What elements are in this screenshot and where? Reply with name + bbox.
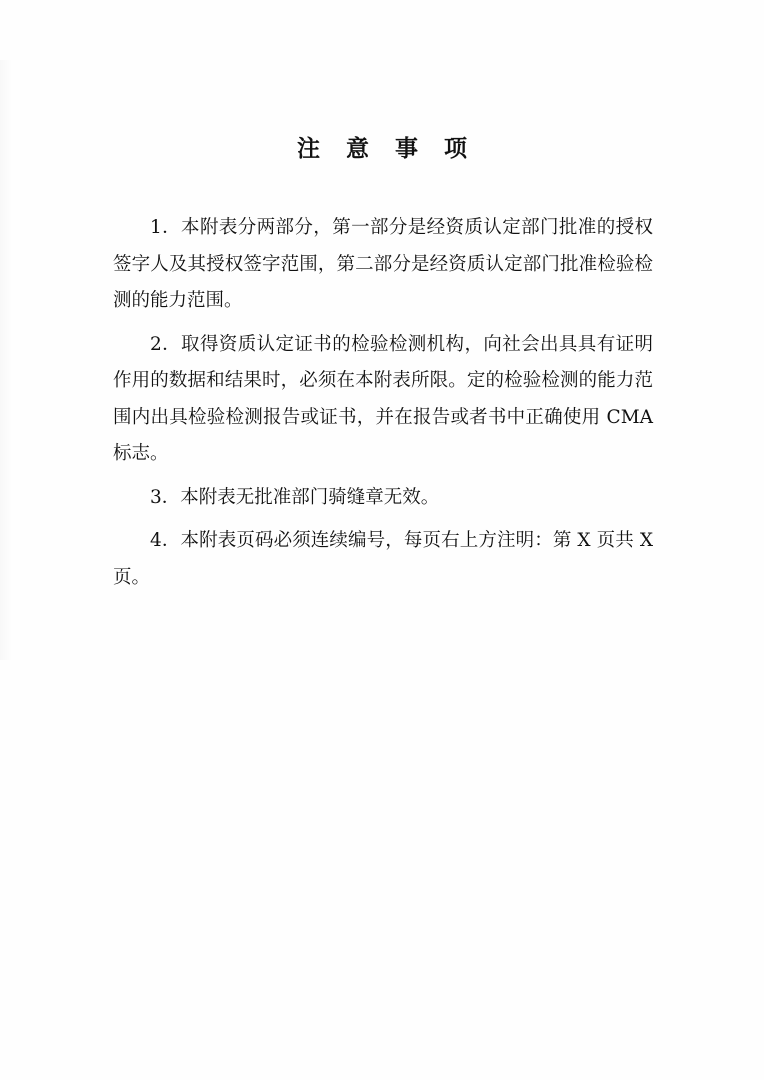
notice-body (113, 210, 653, 603)
page-title: 注 意 事 项 (296, 136, 477, 162)
notice-item-1: 1．本附表分两部分，第一部分是经资质认定部门批准的授权签字人及其授权签字范围，第二部分是经资质认定部门批准检验检测的能力范围。 (113, 217, 653, 311)
notice-item-2: 2．取得资质认定证书的检验检测机构，向社会出具具有证明作用的数据和结果时，必须在本附表所限。定的检验检测的能力范围内出具检验检测报告或证书，并在报告或者书中正确使用 CMA 标志。 (113, 333, 653, 464)
notice-item-4: 4．本附表页码必须连续编号，每页右上方注明：第 X 页共 X 页。 (113, 530, 653, 588)
notice-item-3: 3．本附表无批准部门骑缝章无效。 (150, 486, 440, 508)
